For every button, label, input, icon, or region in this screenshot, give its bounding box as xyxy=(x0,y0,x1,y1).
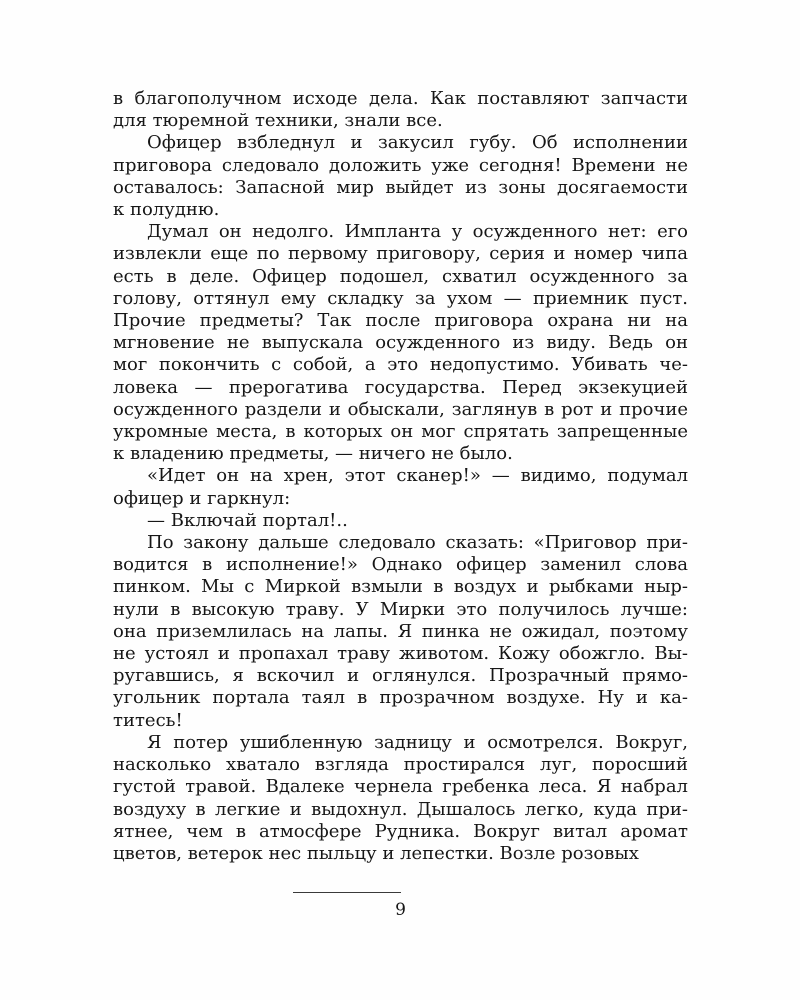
text-line: титесь! xyxy=(113,709,183,731)
text-line: цветов, ветерок нес пыльцу и лепестки. Возле розовых xyxy=(113,842,639,864)
text-line: в благополучном исходе дела. Как поставляют запчасти xyxy=(113,88,688,109)
text-line: водится в исполнение!» Однако офицер заменил слова xyxy=(113,554,688,576)
text-line: к полудню. xyxy=(113,199,220,221)
paragraph xyxy=(113,532,688,732)
text-line: ругавшись, я вскочил и оглянулся. Прозрачный прямо- xyxy=(113,665,688,687)
text-line: мог покончить с собой, а это недопустимо. Убивать че- xyxy=(113,354,688,376)
text-line: — Включай портал!.. xyxy=(147,509,348,531)
text-line: извлекли еще по первому приговору, серия и номер чипа xyxy=(113,243,688,265)
text-line: есть в деле. Офицер подошел, схватил осужденного за xyxy=(113,265,688,287)
text-line: оставалось: Запасной мир выйдет из зоны досягаемости xyxy=(113,176,688,198)
text-line: воздуху в легкие и выдохнул. Дышалось легко, куда при- xyxy=(113,798,688,820)
text-line: По закону дальше следовало сказать: «Приговор при- xyxy=(147,532,688,554)
paragraph xyxy=(113,88,688,132)
paragraph xyxy=(113,732,688,865)
text-line: ятнее, чем в атмосфере Рудника. Вокруг витал аромат xyxy=(113,820,688,842)
text-line: приговора следовало доложить уже сегодня! Времени не xyxy=(113,154,688,176)
text-line: ловека — прерогатива государства. Перед экзекуцией xyxy=(113,376,688,398)
text-line: мгновение не выпускала осужденного из виду. Ведь он xyxy=(113,332,688,354)
footer-rule xyxy=(293,892,401,893)
text-line: офицер и гаркнул: xyxy=(113,487,291,509)
text-line: нули в высокую траву. У Мирки это получилось лучше: xyxy=(113,598,688,620)
text-line: Я потер ушибленную задницу и осмотрелся. Вокруг, xyxy=(147,731,688,753)
paragraph xyxy=(113,132,688,221)
text-line: к владению предметы, — ничего не было. xyxy=(113,443,513,465)
text-line: Думал он недолго. Импланта у осужденного нет: его xyxy=(147,221,688,243)
paragraph xyxy=(113,510,688,532)
page-number: 9 xyxy=(395,900,406,920)
text-line: Офицер взбледнул и закусил губу. Об исполнении xyxy=(147,132,688,154)
text-line: осужденного раздели и обыскали, заглянув в рот и прочие xyxy=(113,398,688,420)
text-line: укромные места, в которых он мог спрятать запрещенные xyxy=(113,421,688,443)
text-line: «Идет он на хрен, этот сканер!» — видимо, подумал xyxy=(147,465,688,487)
text-line: она приземлилась на лапы. Я пинка не ожидал, поэтому xyxy=(113,620,688,642)
text-line: Прочие предметы? Так после приговора охрана ни на xyxy=(113,310,688,332)
text-line: голову, оттянул ему складку за ухом — приемник пуст. xyxy=(113,287,688,309)
text-line: угольник портала таял в прозрачном воздухе. Ну и ка- xyxy=(113,687,688,709)
paragraph xyxy=(113,465,688,509)
paragraph xyxy=(113,221,688,465)
text-line: густой травой. Вдалеке чернела гребенка леса. Я набрал xyxy=(113,776,688,798)
text-line: пинком. Мы с Миркой взмыли в воздух и рыбками ныр- xyxy=(113,576,688,598)
page-text xyxy=(113,88,688,865)
text-line: для тюремной техники, знали все. xyxy=(113,110,443,132)
text-line: насколько хватало взгляда простирался луг, поросший xyxy=(113,754,688,776)
text-line: не устоял и пропахал траву животом. Кожу обожгло. Вы- xyxy=(113,643,688,665)
